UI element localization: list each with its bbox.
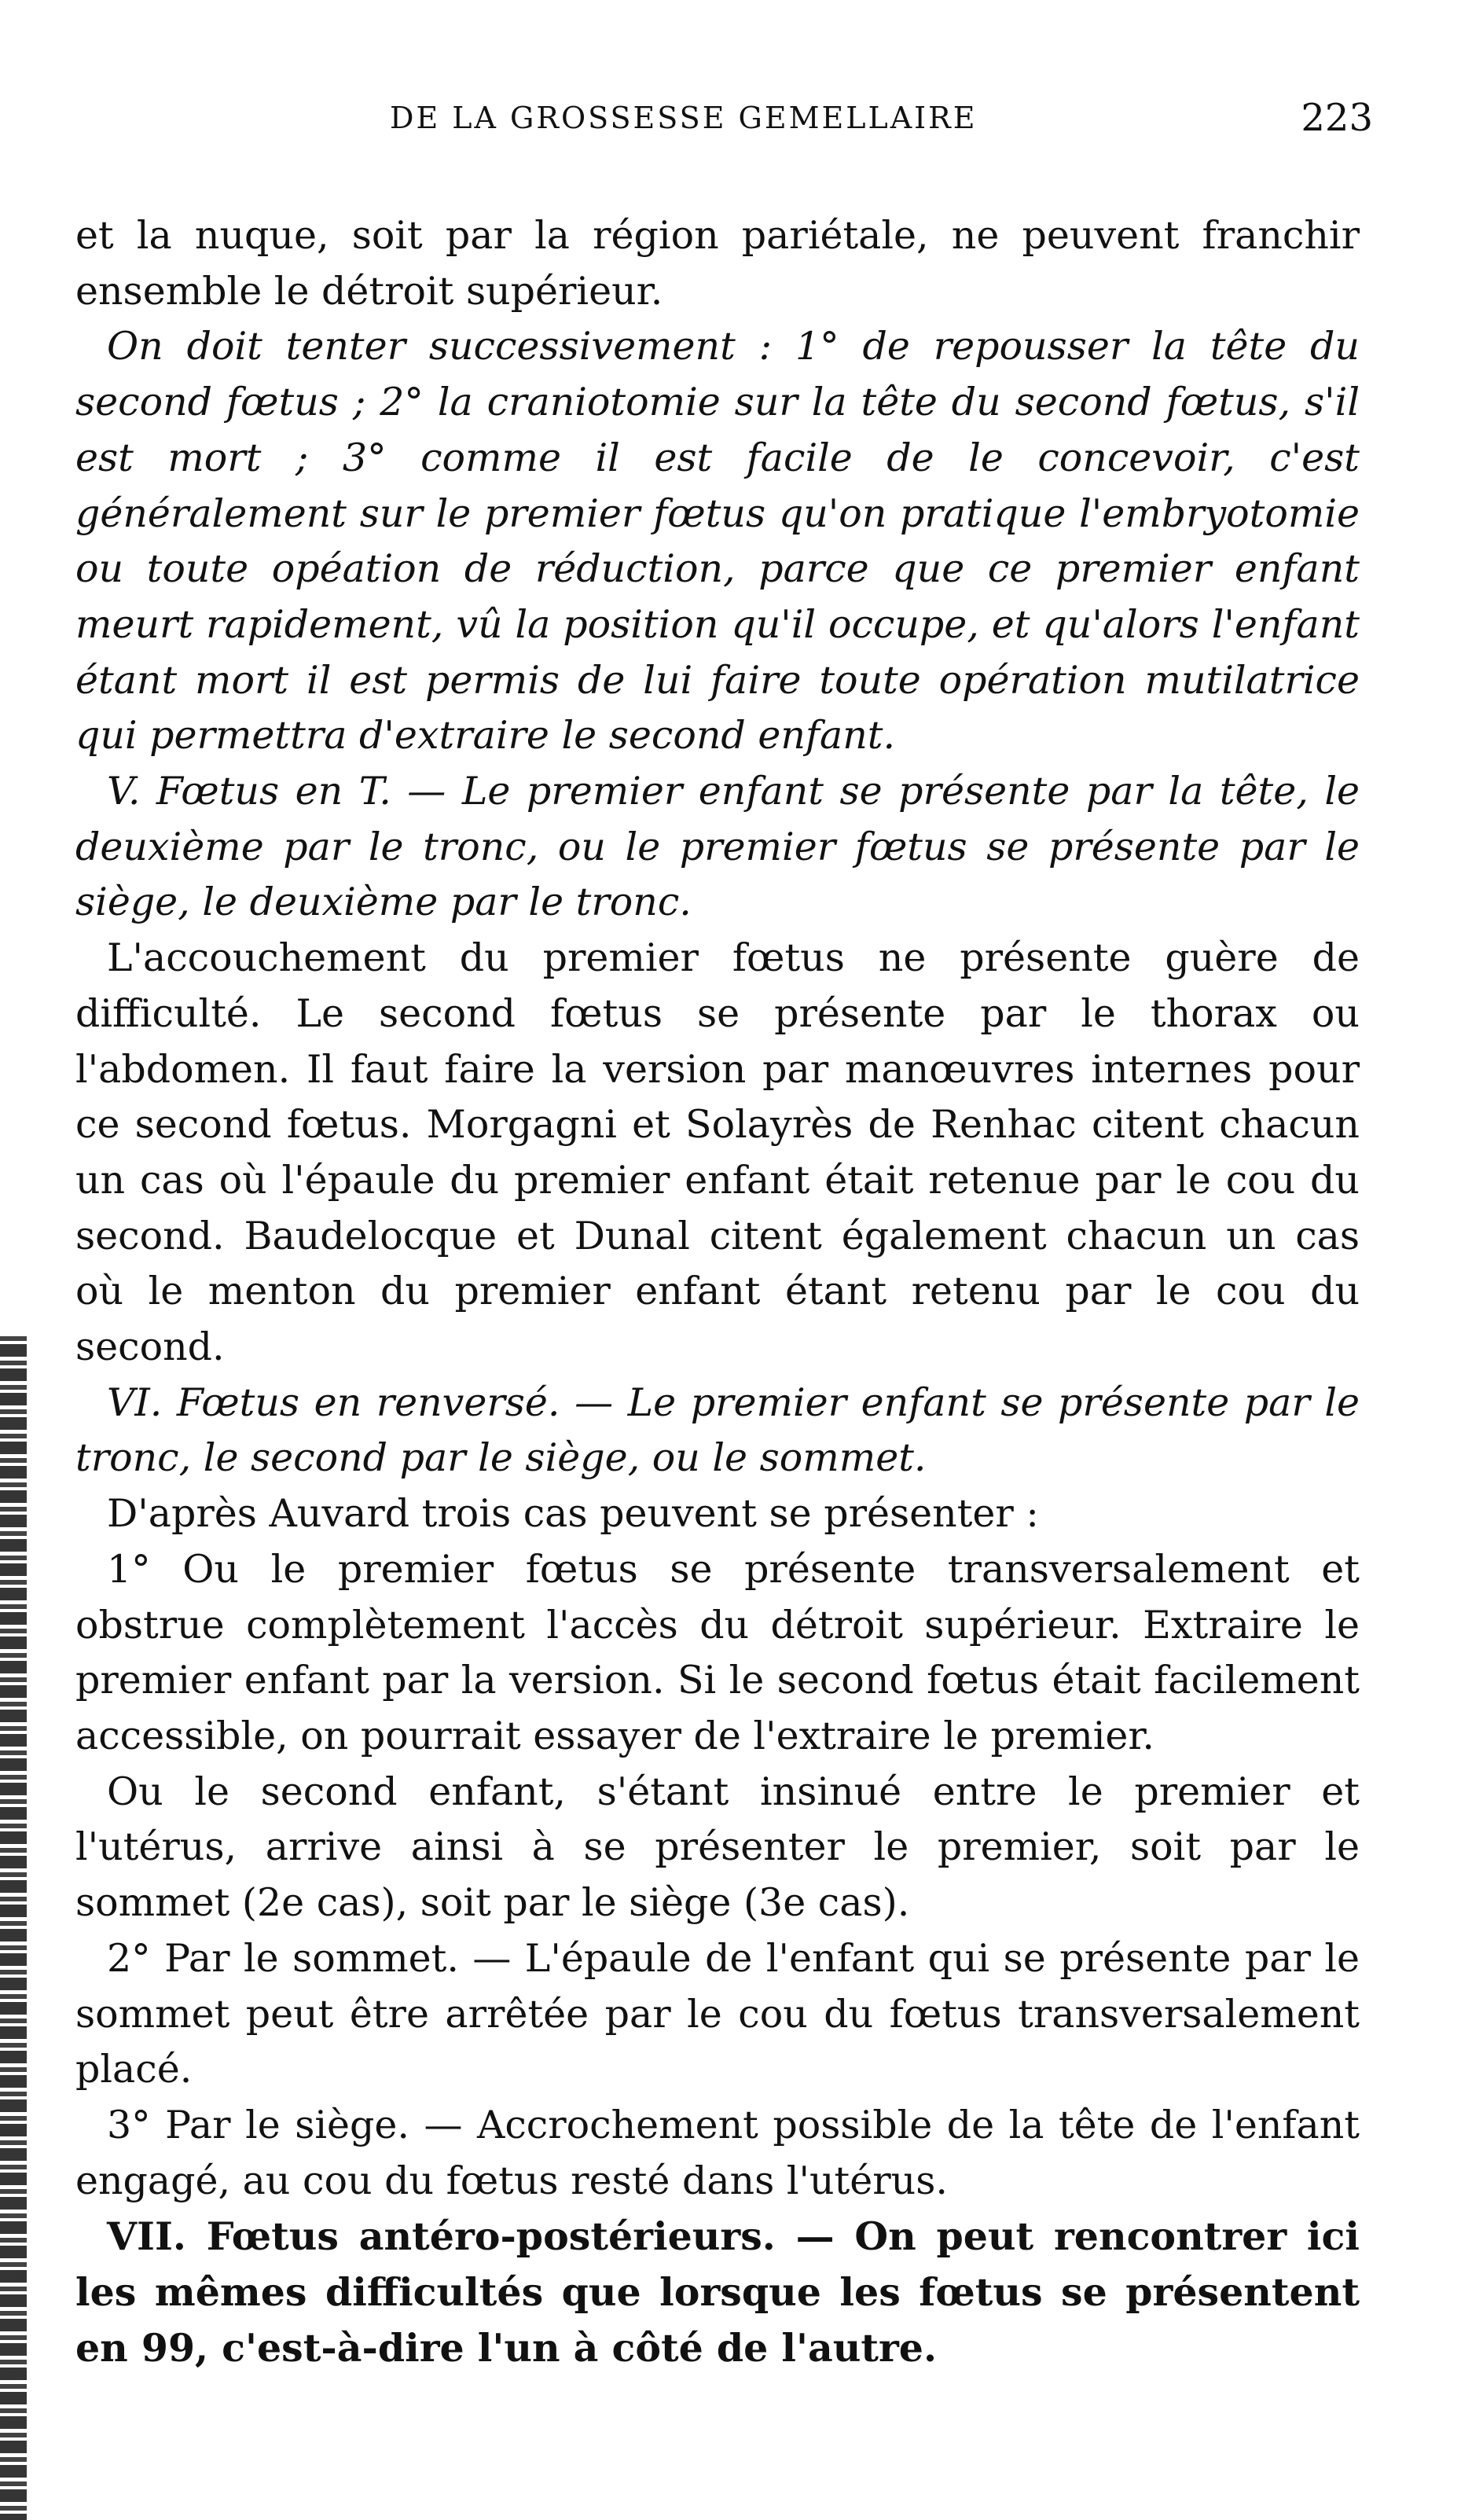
page-header [75, 96, 1397, 148]
page-text [75, 208, 1360, 2375]
paragraph-section-vi: VI. Fœtus en renversé. — Le premier enfant se présente par le tronc, le second par le siège, ou le sommet. [75, 1379, 1360, 1481]
paragraph-case-2: 2° Par le sommet. — L'épaule de l'enfant qui se présente par le sommet peut être arrêtée par le cou du fœtus transversalement placé. [75, 1935, 1360, 2092]
paragraph-case-1: 1° Ou le premier fœtus se présente transversalement et obstrue complètement l'accès du détroit supérieur. Extraire le premier enfant par la version. Si le second fœtus était facilement accessible, on pourrait essayer de l'extraire le premier. [75, 1546, 1360, 1758]
paragraph-section-v: V. Fœtus en T. — Le premier enfant se présente par la tête, le deuxième par le tronc, ou le premier fœtus se présente par le siège, le deuxième par le tronc. [75, 769, 1360, 925]
paragraph-treatment: On doit tenter successivement : 1° de repousser la tête du second fœtus ; 2° la craniotomie sur la tête du second fœtus, s'il est mort ; 3° comme il est facile de le concevoir, c'est généralement sur le premier fœtus qu'on pratique l'embryotomie ou toute opéation de réduction, parce que ce premier enfant meurt rapidement, vû la position qu'il occupe, et qu'alors l'enfant étant mort il est permis de lui faire toute opération mutilatrice qui permettra d'extraire le second enfant. [75, 324, 1360, 759]
paragraph-second-child: Ou le second enfant, s'étant insinué entre le premier et l'utérus, arrive ainsi à se présenter le premier, soit par le sommet (2e cas), soit par le siège (3e cas). [75, 1769, 1360, 1926]
page-number: 223 [1301, 96, 1373, 140]
running-title: DE LA GROSSESSE GEMELLAIRE [390, 101, 978, 135]
paragraph-case-3: 3° Par le siège. — Accrochement possible de la tête de l'enfant engagé, au cou du fœtus resté dans l'utérus. [75, 2102, 1360, 2203]
paragraph-auvard: D'après Auvard trois cas peuvent se présenter : [107, 1491, 1039, 1537]
paragraph-delivery: L'accouchement du premier fœtus ne présente guère de difficulté. Le second fœtus se présente par le thorax ou l'abdomen. Il faut faire la version par manœuvres internes pour ce second fœtus. Morgagni et Solayrès de Renhac citent chacun un cas où l'épaule du premier enfant était retenue par le cou du second. Baudelocque et Dunal citent également chacun un cas où le menton du premier enfant étant retenu par le cou du second. [75, 935, 1360, 1370]
paragraph-section-vii: VII. Fœtus antéro-postérieurs. — On peut rencontrer ici les mêmes difficultés que lorsque les fœtus se présentent en 99, c'est-à-dire l'un à côté de l'autre. [75, 2213, 1360, 2371]
paragraph-continuation: et la nuque, soit par la région pariétale, ne peuvent franchir ensemble le détroit supérieur. [75, 213, 1360, 314]
scan-edge-shadow [0, 1336, 27, 2520]
